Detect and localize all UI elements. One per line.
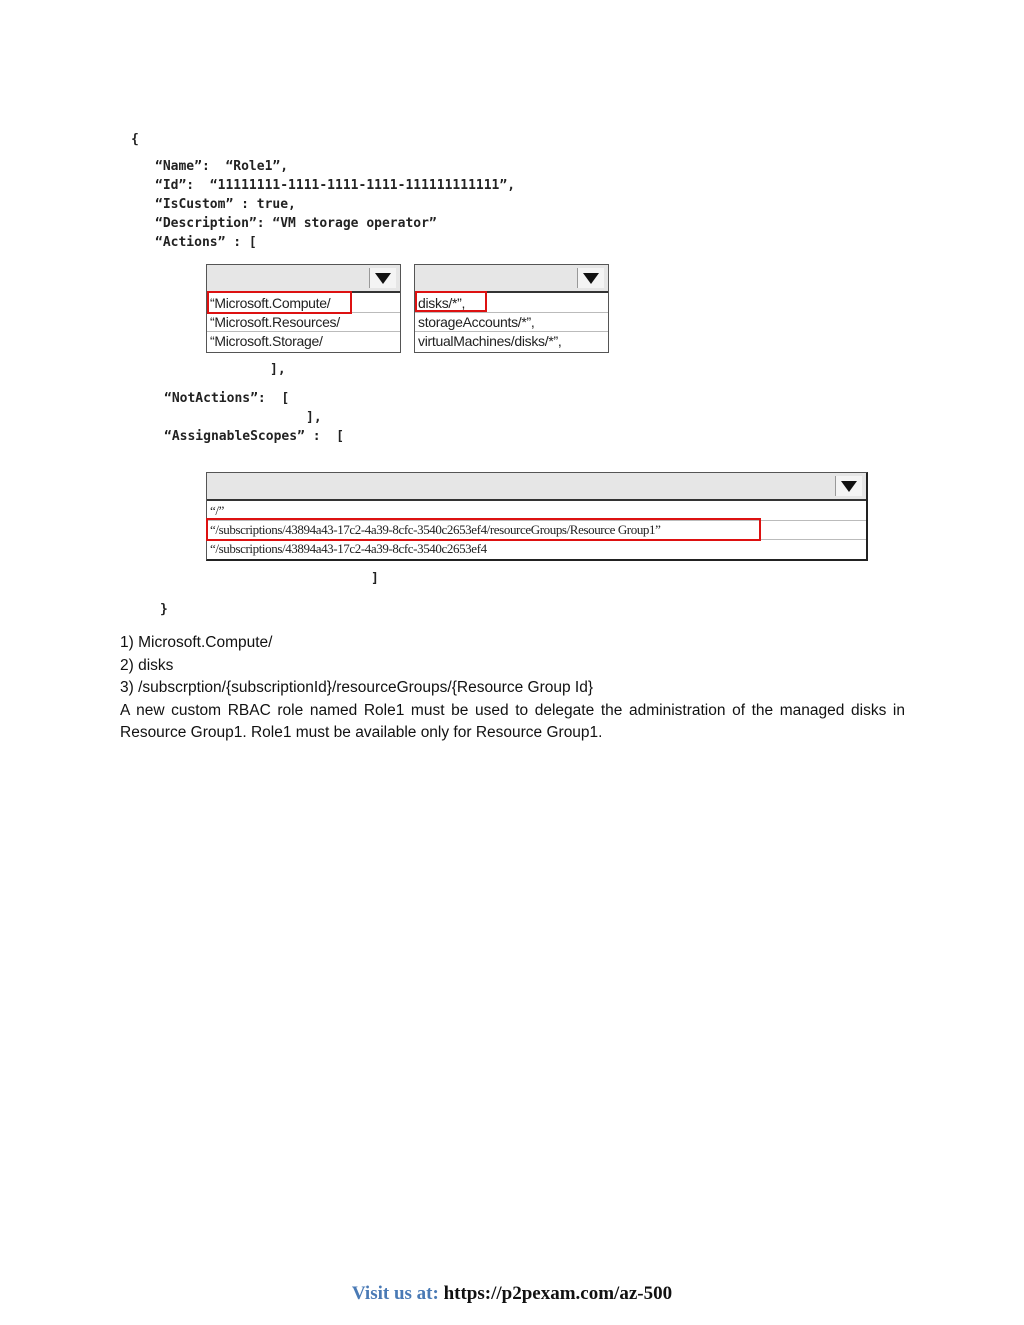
- scope-dropdown-header[interactable]: [207, 473, 866, 501]
- code-notactions-line: “NotActions”: [: [164, 391, 290, 406]
- footer-label: Visit us at:: [351, 1283, 439, 1304]
- answer-3: 3) /subscrption/{subscriptionId}/resourceGroups/{Resource Group Id}: [120, 679, 594, 696]
- scope-option[interactable]: “/”: [207, 502, 866, 521]
- footer-link[interactable]: https://p2pexam.com/az-500: [443, 1283, 673, 1304]
- scope-option[interactable]: “/subscriptions/43894a43-17c2-4a39-8cfc-3540c2653ef4: [210, 541, 487, 556]
- code-iscustom-line: “IsCustom” : true,: [155, 197, 296, 212]
- provider-dropdown-header[interactable]: [207, 265, 400, 293]
- selected-scope-highlight: [206, 518, 761, 541]
- selected-resource-highlight: [415, 291, 487, 312]
- code-scopes-line: “AssignableScopes” : [: [164, 429, 345, 444]
- scope-dropdown[interactable]: [206, 472, 868, 561]
- provider-option[interactable]: “Microsoft.Compute/: [207, 294, 400, 313]
- selected-provider-highlight: [207, 291, 352, 314]
- answer-list: [120, 632, 905, 745]
- provider-option[interactable]: “Microsoft.Resources/: [207, 313, 400, 332]
- chevron-down-icon[interactable]: [577, 268, 604, 288]
- provider-option[interactable]: “Microsoft.Storage/: [210, 333, 323, 349]
- answer-1: 1) Microsoft.Compute/: [120, 634, 273, 651]
- code-actions-close: ],: [270, 362, 286, 377]
- code-scopes-close: ]: [371, 571, 379, 586]
- code-id-line: “Id”: “11111111-1111-1111-1111-111111111111”,: [155, 178, 516, 193]
- code-description-line: “Description”: “VM storage operator”: [155, 216, 437, 231]
- chevron-down-icon[interactable]: [835, 476, 862, 496]
- footer: [0, 1283, 1024, 1305]
- resource-option[interactable]: storageAccounts/*”,: [415, 313, 608, 332]
- chevron-down-icon[interactable]: [369, 268, 396, 288]
- answer-2: 2) disks: [120, 656, 174, 674]
- open-brace: {: [131, 132, 139, 147]
- resource-option[interactable]: virtualMachines/disks/*”,: [418, 333, 562, 349]
- code-name-line: “Name”: “Role1”,: [155, 159, 289, 174]
- scope-option[interactable]: “/subscriptions/43894a43-17c2-4a39-8cfc-3540c2653ef4/resourceGroups/Resource Group1”: [207, 521, 866, 540]
- code-notactions-close: ],: [306, 410, 322, 425]
- code-actions-line: “Actions” : [: [155, 235, 257, 250]
- resource-dropdown-header[interactable]: [415, 265, 608, 293]
- close-brace: }: [160, 602, 168, 617]
- resource-option[interactable]: disks/*”,: [415, 294, 608, 313]
- explanation-paragraph: A new custom RBAC role named Role1 must be used to delegate the administration of the managed disks in Resource Group1. Role1 must be available only for Resource Group1.: [120, 701, 905, 741]
